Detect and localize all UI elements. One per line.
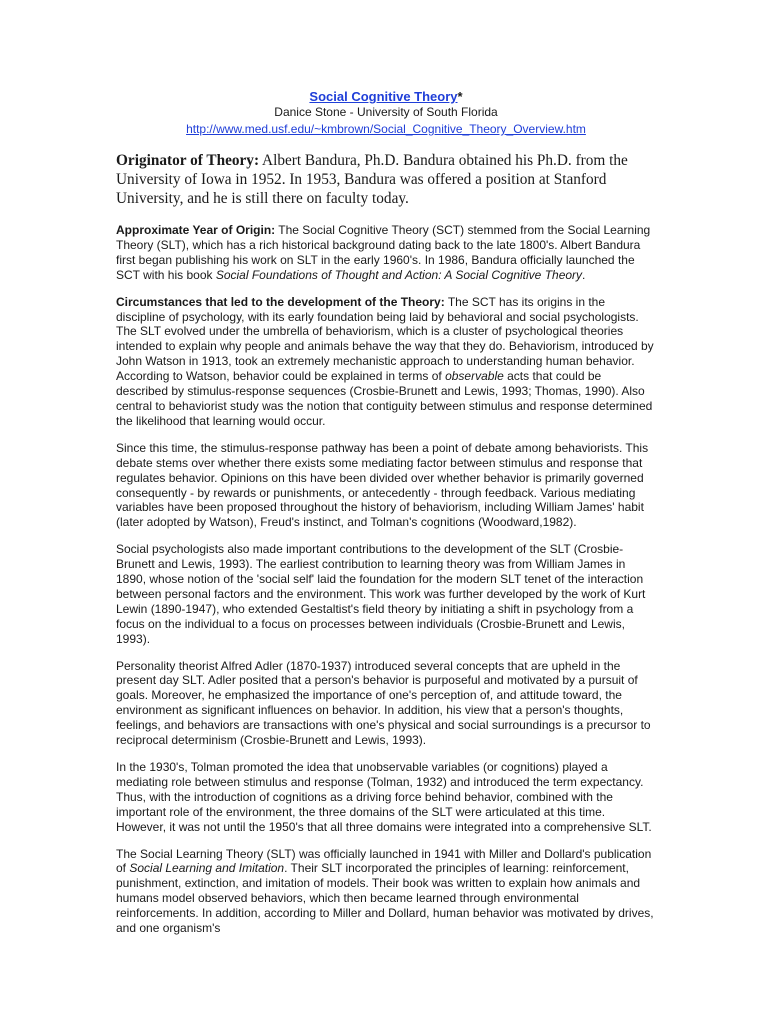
circumstances-paragraph: [116, 295, 656, 429]
year-origin-book-title: Social Foundations of Thought and Action: A Social Cognitive Theory: [215, 267, 583, 282]
body-paragraph: Social psychologists also made important contributions to the development of the SLT (Crosbie-Brunett and Lewis, 1993). The earliest contribution to learning theory was from William James in 1890, whose notion of the 'social self' laid the foundation for the modern SLT tenet of the interaction between personal factors and the environment. This work was further developed by the work of Kurt Lewin (1890-1947), who extended Gestaltist's field theory by initiating a shift in psychology from a focus on the individual to a focus on processes between individuals (Crosbie-Brunett and Lewis, 1993).: [116, 542, 646, 646]
originator-paragraph: [116, 151, 656, 208]
originator-label: Originator of Theory:: [116, 152, 260, 169]
title-link[interactable]: Social Cognitive Theory: [309, 89, 458, 104]
circumstances-text-b: acts that could be described by stimulus-response sequences (Crosbie-Brunett and Lewis, 1993; Thomas, 1990). Also central to behaviorist study was the notion that contiguity between stimulus and response determined the likelihood that learning would occur.: [116, 369, 653, 428]
body-paragraph: Personality theorist Alfred Adler (1870-1937) introduced several concepts that are upheld in the present day SLT. Adler posited that a person's behavior is purposeful and motivated by a pursuit of goals. Moreover, he emphasized the importance of one's perception of, and attitude toward, the environment as significant influences on behavior. In addition, his view that a person's thoughts, feelings, and behaviors are transactions with one's physical and social surroundings is a precursor to reciprocal determinism (Crosbie-Brunett and Lewis, 1993).: [116, 658, 651, 748]
circumstances-text-a: The SCT has its origins in the discipline of psychology, with its early foundation being laid by behavioral and social psychologists. The SLT evolved under the umbrella of behaviorism, which is a cluster of psychological theories intended to explain why people and animals behave the way that they do. Behaviorism, introduced by John Watson in 1913, took an extremely mechanistic approach to understanding human behavior. According to Watson, behavior could be explained in terms of: [116, 294, 654, 384]
circumstances-italic: observable: [445, 369, 504, 384]
slt-text-b: . Their SLT incorporated the principles of learning: reinforcement, punishment, extinction, and imitation of models. Their book was written to explain how animals and humans model observed behaviors, which then became learned through environmental reinforcements. In addition, according to Miller and Dollard, human behavior was motivated by drives, and one organism's: [116, 861, 654, 936]
source-url-link[interactable]: http://www.med.usf.edu/~kmbrown/Social_Cognitive_Theory_Overview.htm: [186, 122, 586, 136]
slt-text-a: The Social Learning Theory (SLT) was officially launched in 1941 with Miller and Dollard's publication of: [116, 846, 652, 876]
body-paragraph: Since this time, the stimulus-response pathway has been a point of debate among behaviorists. This debate stems over whether there exists some mediating factor between stimulus and response that regulates behavior. Opinions on this have been divided over whether behavior is primarily governed consequently - by rewards or punishments, or antecedently - through feedback. Various mediating variables have been proposed throughout the history of behaviorism, including William James' habit (later adopted by Watson), Freud's instinct, and Tolman's cognitions (Woodward,1982).: [116, 440, 649, 530]
slt-launch-paragraph: [116, 847, 656, 936]
document-header: [116, 88, 656, 138]
author-line: Danice Stone - University of South Florida: [274, 105, 498, 119]
title-asterisk: *: [457, 89, 463, 104]
body-paragraph: In the 1930's, Tolman promoted the idea that unobservable variables (or cognitions) played a mediating role between stimulus and response (Tolman, 1932) and introduced the term expectancy. Thus, with the introduction of cognitions as a driving force behind behavior, combined with the important role of the environment, the three domains of the SLT were articulated at this time. However, it was not until the 1950's that all three domains were integrated into a comprehensive SLT.: [116, 760, 652, 834]
year-origin-label: Approximate Year of Origin:: [116, 223, 276, 237]
year-origin-end: .: [582, 267, 586, 282]
title-line: [116, 88, 656, 105]
year-origin-text: The Social Cognitive Theory (SCT) stemmed from the Social Learning Theory (SLT), which has a rich historical background dating back to the late 1800's. Albert Bandura first began publishing his work on SLT in the early 1960's. In 1986, Bandura officially launched the SCT with his book: [116, 223, 651, 282]
originator-text: Albert Bandura, Ph.D. Bandura obtained his Ph.D. from the University of Iowa in 1952. In 1953, Bandura was offered a position at Stanford University, and he is still there on faculty today.: [116, 152, 628, 207]
year-origin-paragraph: [116, 223, 656, 283]
circumstances-label: Circumstances that led to the development of the Theory:: [116, 294, 445, 309]
slt-book-title: Social Learning and Imitation: [129, 861, 285, 876]
